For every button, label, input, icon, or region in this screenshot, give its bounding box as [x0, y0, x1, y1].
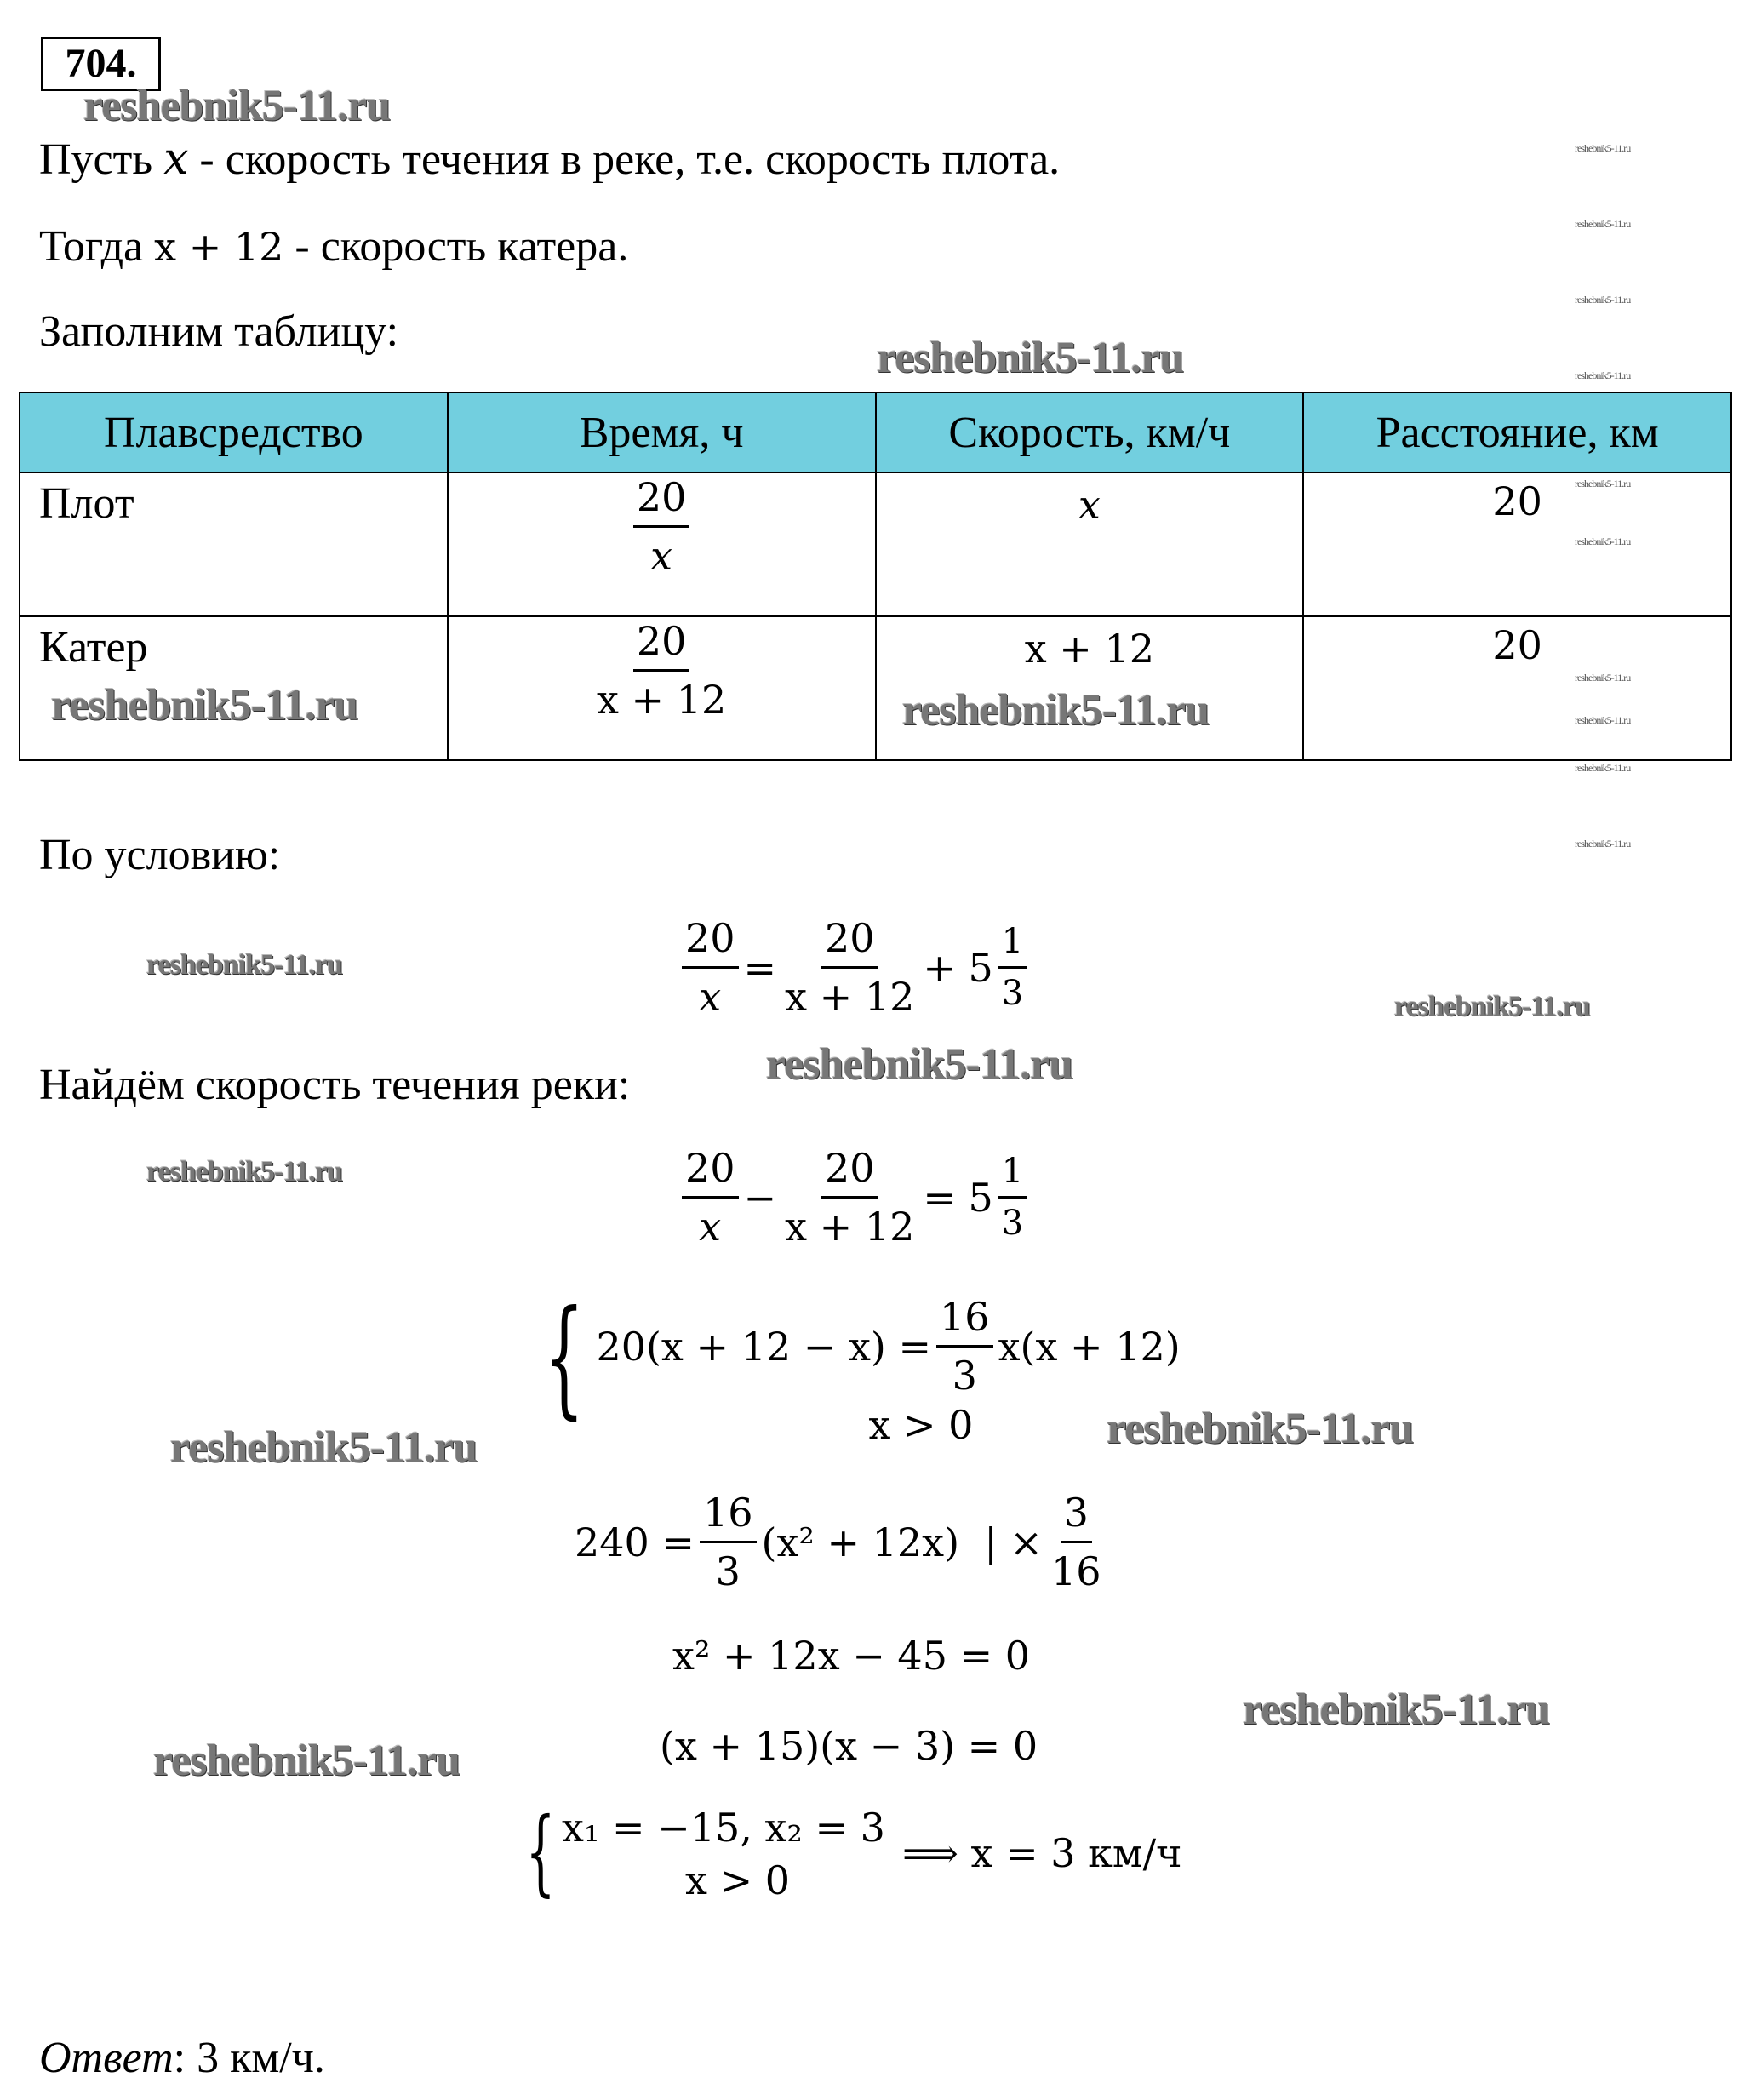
watermark: reshebnik5-11.ru: [146, 949, 342, 981]
numerator: 20: [821, 1145, 878, 1199]
denominator: x + 12: [596, 677, 727, 723]
fraction: [633, 474, 690, 579]
numerator: 20: [821, 915, 878, 969]
numerator: 20: [682, 915, 739, 969]
watermark: reshebnik5-11.ru: [1243, 1685, 1550, 1734]
denominator: 3: [1001, 1204, 1024, 1243]
denominator: 16: [1050, 1548, 1101, 1594]
condition: x > 0: [685, 1857, 790, 1903]
answer: [39, 2033, 325, 2084]
fraction: [781, 915, 918, 1020]
intro-line-2: [39, 221, 628, 272]
text: Пусть: [39, 135, 164, 184]
lhs: 240 =: [575, 1519, 695, 1565]
fraction: [998, 1152, 1027, 1243]
header-cell: Плавсредство: [20, 392, 448, 472]
watermark-small: reshebnik5-11.ru: [1575, 218, 1631, 230]
operator: =: [743, 944, 777, 991]
numerator: 16: [936, 1294, 993, 1348]
numerator: 20: [682, 1145, 739, 1199]
fraction: [682, 915, 739, 1020]
equation-2: [677, 1145, 1032, 1250]
denominator: 3: [715, 1548, 741, 1594]
operator: −: [743, 1174, 777, 1221]
watermark-small: reshebnik5-11.ru: [1575, 762, 1631, 774]
brace-icon: {: [543, 1284, 585, 1432]
result: ⟹ x = 3 км/ч: [901, 1830, 1182, 1876]
fraction: [781, 1145, 918, 1250]
problem-number: 704.: [41, 37, 161, 91]
fraction: [700, 1490, 757, 1594]
equation-5: (x + 15)(x − 3) = 0: [660, 1723, 1038, 1769]
condition-label: По условию:: [39, 831, 281, 879]
text: - скорость катера.: [283, 222, 629, 271]
numerator: 1: [998, 922, 1027, 969]
numerator: 20: [633, 474, 690, 528]
fraction: [593, 618, 729, 723]
denominator: 3: [1001, 974, 1024, 1013]
text: - скорость течения в реке, т.е. скорость плота.: [188, 135, 1061, 184]
watermark-small: reshebnik5-11.ru: [1575, 294, 1631, 306]
distance-cell: 20: [1303, 472, 1731, 616]
denominator: x: [699, 1204, 722, 1250]
answer-value: : 3 км/ч.: [173, 2034, 325, 2082]
row-name: Плот: [20, 472, 448, 616]
watermark-small: reshebnik5-11.ru: [1575, 142, 1631, 154]
variable: x: [163, 134, 189, 185]
watermark: reshebnik5-11.ru: [51, 681, 358, 730]
watermark: reshebnik5-11.ru: [766, 1040, 1073, 1089]
fraction: [1048, 1490, 1105, 1594]
numerator: 20: [633, 618, 690, 672]
numerator: 1: [998, 1152, 1027, 1199]
equation-1: [677, 915, 1032, 1020]
watermark-small: reshebnik5-11.ru: [1575, 535, 1631, 547]
watermark: reshebnik5-11.ru: [146, 1156, 342, 1187]
rhs: x(x + 12): [998, 1323, 1181, 1370]
time-cell: [448, 616, 876, 760]
watermark: reshebnik5-11.ru: [1394, 991, 1590, 1022]
watermark-small: reshebnik5-11.ru: [1575, 838, 1631, 850]
operator: + 5: [923, 944, 993, 991]
numerator: 16: [700, 1490, 757, 1543]
distance-cell: 20: [1303, 616, 1731, 760]
text: Тогда: [39, 222, 155, 271]
watermark: reshebnik5-11.ru: [902, 686, 1210, 735]
denominator: x: [699, 974, 722, 1020]
header-cell: Расстояние, км: [1303, 392, 1731, 472]
denominator: x + 12: [785, 1204, 915, 1250]
system-1: [523, 1284, 1181, 1448]
denominator: x: [650, 533, 673, 579]
system-lines: [562, 1805, 885, 1903]
watermark: reshebnik5-11.ru: [153, 1737, 460, 1785]
brace-icon: {: [525, 1797, 556, 1906]
equation-4: x² + 12x − 45 = 0: [672, 1633, 1031, 1679]
watermark-small: reshebnik5-11.ru: [1575, 478, 1631, 489]
numerator: 3: [1061, 1490, 1092, 1543]
operator: = 5: [923, 1174, 993, 1221]
fraction: [936, 1294, 993, 1399]
table-row: [20, 472, 1731, 616]
lhs: 20(x + 12 − x) =: [596, 1323, 932, 1370]
fraction: [998, 922, 1027, 1013]
watermark: reshebnik5-11.ru: [1107, 1405, 1414, 1453]
fraction: [682, 1145, 739, 1250]
watermark: reshebnik5-11.ru: [877, 334, 1184, 382]
answer-label: Ответ: [39, 2034, 174, 2082]
header-cell: Скорость, км/ч: [876, 392, 1304, 472]
system-lines: [596, 1294, 1180, 1448]
speed-cell: x: [876, 472, 1304, 616]
system-2: [511, 1797, 1182, 1906]
watermark: reshebnik5-11.ru: [83, 82, 391, 130]
expression: (x² + 12x) | ×: [761, 1519, 1043, 1565]
intro-line-1: [39, 134, 1060, 186]
roots: x₁ = −15, x₂ = 3: [562, 1805, 885, 1851]
row-name: Катер: [20, 616, 448, 760]
header-cell: Время, ч: [448, 392, 876, 472]
watermark: reshebnik5-11.ru: [170, 1423, 478, 1472]
watermark-small: reshebnik5-11.ru: [1575, 369, 1631, 381]
table-header-row: [20, 392, 1731, 472]
expression: x + 12: [154, 224, 284, 270]
speed-cell: x + 12: [876, 616, 1304, 760]
watermark-small: reshebnik5-11.ru: [1575, 714, 1631, 726]
denominator: 3: [952, 1353, 977, 1399]
denominator: x + 12: [785, 974, 915, 1020]
time-cell: [448, 472, 876, 616]
intro-line-3: Заполним таблицу:: [39, 307, 399, 356]
watermark-small: reshebnik5-11.ru: [1575, 672, 1631, 684]
find-label: Найдём скорость течения реки:: [39, 1061, 631, 1109]
equation-3: [575, 1490, 1110, 1594]
condition: x > 0: [868, 1402, 974, 1448]
